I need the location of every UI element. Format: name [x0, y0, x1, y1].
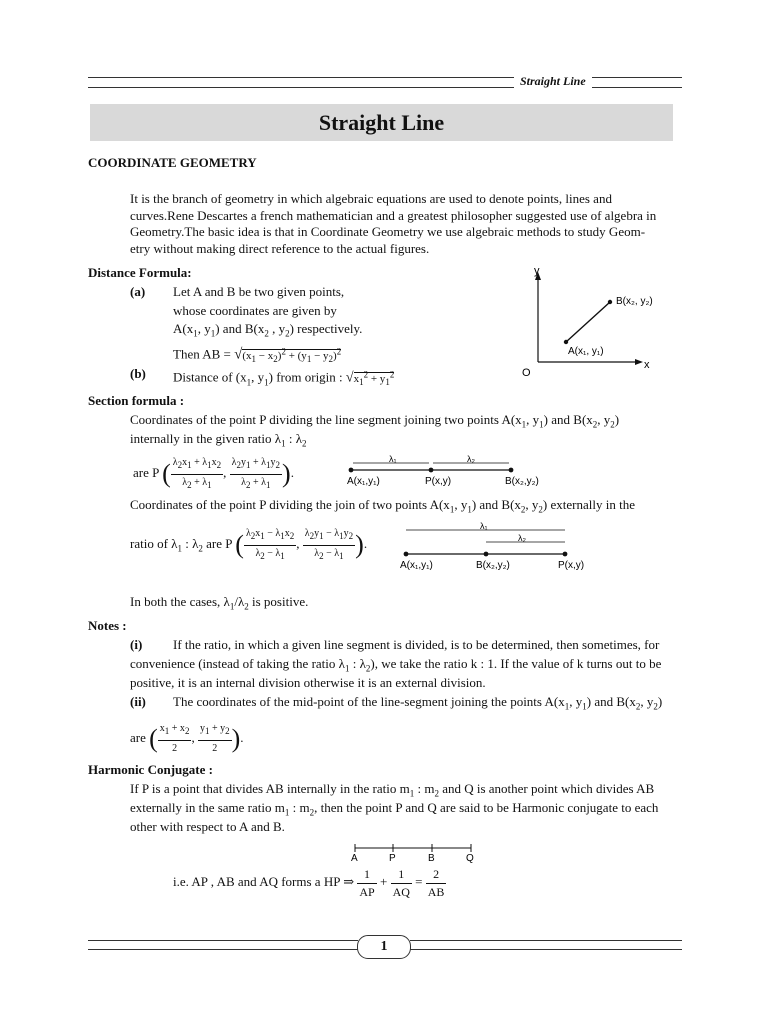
a-label: A(x₁,y₁) [347, 476, 380, 487]
internal-ratio-text: internally in the given ratio $\lambda_1$ : $\lambda_2$ [130, 431, 307, 449]
page-number: 1 [357, 935, 411, 959]
p-label: P [389, 853, 396, 864]
harmonic-line2: externally in the same ratio $m_1$ : $m_2$, then the point P and Q are said to be Harmonic conjugate to each [130, 800, 659, 818]
text: are P [133, 464, 159, 480]
b-label: B [428, 853, 435, 864]
point-a [404, 552, 409, 557]
point-a [564, 340, 568, 344]
text: Coordinates of the point P dividing the line segment joining two points A(x [130, 412, 522, 427]
frac-3-num: 2 [426, 866, 447, 884]
point-b-label: B(x₂, y₂) [616, 296, 653, 307]
coordinate-geometry-heading: COORDINATE GEOMETRY [88, 155, 257, 170]
point-b [608, 300, 612, 304]
x-label: x [644, 359, 650, 371]
point-p [563, 552, 568, 557]
then-ab-label: Then AB = [173, 346, 231, 362]
harmonic-conjugate-heading: Harmonic Conjugate : [88, 762, 213, 777]
text: In both the cases, [130, 594, 221, 609]
text: Distance of (x [173, 369, 247, 385]
distance-from-origin: Distance of ($x_1$, $y_1$) from origin : $√x_1^2 + y_1^2$ [173, 369, 395, 388]
lambda2-label: λ₂ [467, 454, 475, 464]
internal-division-diagram [345, 454, 539, 488]
external-division-diagram [400, 520, 600, 572]
text: , y [272, 321, 286, 336]
lambda1-label: λ₁ [480, 521, 488, 531]
text: ) from origin : [268, 369, 343, 385]
header-rule-right [592, 77, 682, 88]
section-formula-heading: Section formula : [88, 393, 185, 408]
p-label: P(x,y) [558, 560, 585, 571]
distance-formula: Then AB = $√(x_1 - x_2)^2 + (y_1 - y_2)^2$ [173, 346, 342, 364]
footer-rule-right [410, 940, 682, 950]
distance-a-coords: $A(x_1$, $y_1$) and $B(x_2$ , $y_2$) respectively. [173, 321, 363, 339]
note-i-label: (i) [130, 637, 143, 652]
text: A(x [173, 321, 194, 336]
lambda1-label: λ₁ [389, 454, 397, 464]
frac-1-den: AP [359, 884, 375, 899]
intro-line: It is the branch of geometry in which algebraic equations are used to denote points, lines and [130, 191, 612, 206]
text: externally in the same ratio m [130, 800, 285, 815]
footer-rule-left [88, 940, 358, 950]
distance-formula-heading: Distance Formula: [88, 265, 192, 280]
origin-label: O [522, 367, 531, 379]
y-label: y [534, 265, 540, 277]
p-label: P(x,y) [425, 476, 452, 487]
intro-line: etry without making direct reference to the actual figures. [130, 240, 430, 256]
text: , y [197, 321, 211, 336]
harmonic-line3: other with respect to A and B. [130, 819, 285, 834]
note-i-line1: If the ratio, in which a given line segment is divided, is to be determined, then sometimes, for [173, 637, 660, 652]
text: and Q is another point which divides AB [442, 781, 655, 796]
text: ) externally in the [542, 497, 635, 512]
text: The coordinates of the mid-point of the line-segment joining the points A(x [173, 694, 565, 709]
a-label: A(x₁,y₁) [400, 560, 433, 571]
midpoint-formula: are ( $\frac{x_1 + x_2}{2}$ , $\frac{y_1 + y_2}{2}$ ). [130, 723, 244, 754]
x-arrow-icon [635, 359, 643, 365]
note-i-line3: positive, it is an internal division otherwise it is an external division. [130, 675, 486, 690]
harmonic-progression-text: i.e. AP , AB and AQ forms a HP ⇒ $\frac{1}{AP}$ + $\frac{1}{AQ}$ = $\frac{2}{AB}$ [173, 867, 445, 899]
frac-1-num: 1 [357, 866, 376, 884]
external-division-text: Coordinates of the point P dividing the join of two points $A(x_1$, $y_1$) and $B(x_2$, $y_2$) externally in the [130, 497, 635, 515]
text: , then the point P and Q are said to be Harmonic conjugate to each [314, 800, 659, 815]
text: ratio of [130, 535, 168, 551]
point-b [509, 468, 514, 473]
harmonic-diagram [345, 840, 485, 864]
note-i-line2: convenience (instead of taking the ratio $\lambda_1$ : $\lambda_2$), we take the ratio k : 1. If the value of k turns out to be [130, 656, 662, 674]
intro-paragraph [130, 191, 690, 257]
point-a-label: A(x₁, y₁) [568, 346, 604, 357]
internal-division-text: Coordinates of the point P dividing the line segment joining two points $A(x_1$, $y_1$) and $B(x_2$, $y_2$) [130, 412, 620, 430]
point-p [429, 468, 434, 473]
intro-line: curves.Rene Descartes a french mathematician and a greatest philosopher suggested use of algebra in [130, 207, 657, 223]
text: ) respectively. [289, 321, 363, 336]
text: If P is a point that divides AB internally in the ratio m [130, 781, 410, 796]
notes-heading: Notes : [88, 618, 127, 633]
a-label: A [351, 853, 358, 864]
internal-formula: are P ( $\frac{\lambda_2x_1 + \lambda_1x_2}{\lambda_2 + \lambda_1}$ , $\frac{\lambda_2y_1 + \lambda_1y_2}{\lambda_2 + \lambda_1}$ ). [133, 457, 294, 490]
point-b [484, 552, 489, 557]
distance-graph [510, 262, 670, 380]
harmonic-line1: If P is a point that divides AB internally in the ratio $m_1$ : $m_2$ and Q is another point which divides AB [130, 781, 655, 799]
intro-line: Geometry.The basic idea is that in Coordinate Geometry we use algebraic methods to study Geom- [130, 224, 646, 239]
text: ), we take the ratio k : 1. If the value of k turns out to be [370, 656, 662, 671]
text: i.e. AP , AB and AQ forms a HP [173, 873, 340, 889]
distance-a-line2: whose coordinates are given by [173, 303, 337, 318]
text: Coordinates of the point P dividing the join of two points A(x [130, 497, 450, 512]
external-formula: ratio of $\lambda_1$ : $\lambda_2$ are P ( $\frac{\lambda_2x_1 - \lambda_1x_2}{\lambda_2 - \lambda_1}$ , $\frac{\lambda_2y_1 - \lambda_1y_2}{\lambda_2 - \lambda_1}$ ). [130, 528, 368, 561]
lambda2-label: λ₂ [518, 533, 526, 543]
frac-3-den: AB [427, 884, 445, 899]
text: ) and B(x [215, 321, 265, 336]
frac-2-den: AQ [392, 884, 410, 899]
frac-2-num: 1 [391, 866, 412, 884]
text: are [130, 729, 146, 745]
text: is positive. [252, 594, 309, 609]
item-b-label: (b) [130, 366, 146, 381]
q-label: Q [466, 853, 474, 864]
page-title: Straight Line [90, 104, 673, 141]
both-cases-text: In both the cases, $\lambda_1/\lambda_2$ is positive. [130, 594, 309, 612]
item-a-label: (a) [130, 284, 146, 299]
text: internally in the given ratio [130, 431, 272, 446]
distance-a-line1: Let A and B be two given points, [173, 284, 345, 299]
header-rule-left [88, 77, 514, 88]
segment-ab [566, 302, 610, 342]
b-label: B(x₂,y₂) [505, 476, 539, 487]
text: are P [206, 535, 233, 551]
point-a [349, 468, 354, 473]
b-label: B(x₂,y₂) [476, 560, 510, 571]
note-ii-line1: The coordinates of the mid-point of the line-segment joining the points $A(x_1$, $y_1$) and $B(x_2$, $y_2$) [173, 694, 663, 712]
text: convenience (instead of taking the ratio [130, 656, 336, 671]
running-title: Straight Line [520, 74, 586, 88]
note-ii-label: (ii) [130, 694, 146, 709]
